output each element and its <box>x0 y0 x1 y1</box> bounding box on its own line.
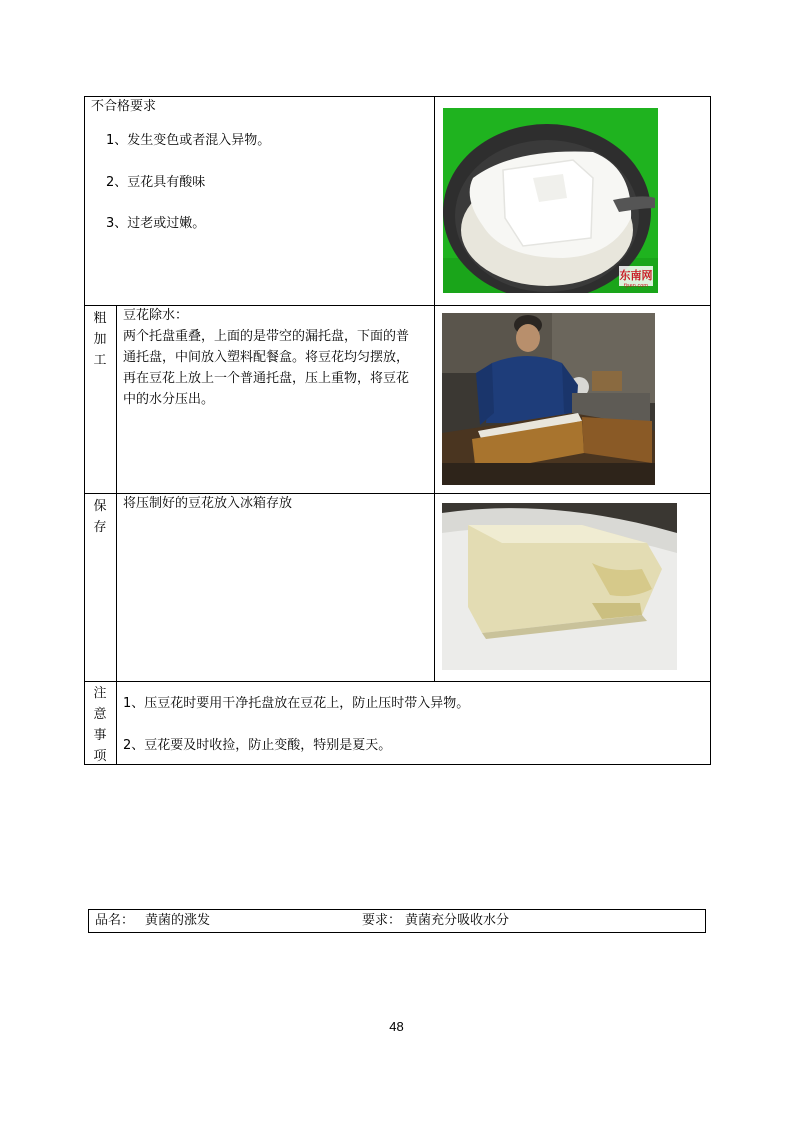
table-row-divider <box>84 681 711 682</box>
row-label-char: 保 <box>93 499 107 514</box>
row-label-char: 粗 <box>93 311 107 326</box>
item-requirement-value: 黄菌充分吸收水分 <box>405 913 510 928</box>
process-line: 再在豆花上放上一个普通托盘，压上重物，将豆花 <box>123 371 410 386</box>
row-label-char: 存 <box>93 520 107 535</box>
process-title: 豆花除水： <box>123 308 189 323</box>
photo-watermark-sub: fjsen.com <box>623 283 649 289</box>
item-name-value: 黄菌的涨发 <box>145 913 211 928</box>
image-column-divider <box>434 96 435 681</box>
note-item: 2、豆花要及时收捡，防止变酸，特别是夏天。 <box>123 738 392 753</box>
page-number: 48 <box>389 1019 404 1034</box>
reject-criteria-item: 3、过老或过嫩。 <box>106 216 206 231</box>
process-line: 通托盘，中间放入塑料配餐盒。将豆花均匀摆放， <box>123 350 410 365</box>
table-border-left <box>84 96 85 765</box>
reject-criteria-item: 2、豆花具有酸味 <box>106 175 206 190</box>
process-line: 两个托盘重叠，上面的是带空的漏托盘，下面的普 <box>123 329 410 344</box>
row-label-char: 事 <box>93 728 107 743</box>
item-name-label: 品名： <box>95 913 135 928</box>
item-requirement-label: 要求： <box>362 913 402 928</box>
storage-text: 将压制好的豆花放入冰箱存放 <box>123 496 293 511</box>
row-label-char: 加 <box>93 332 107 347</box>
tofu-pressing-photo <box>442 313 655 485</box>
note-item: 1、压豆花时要用干净托盘放在豆花上，防止压时带入异物。 <box>123 696 470 711</box>
row-label-char: 工 <box>93 353 107 368</box>
photo-watermark: 东南网 <box>619 269 653 282</box>
table-border-top <box>84 96 711 97</box>
row-label-storage <box>85 496 115 538</box>
row-label-char: 注 <box>93 686 107 701</box>
label-column-divider <box>116 305 117 765</box>
pressed-tofu-photo <box>442 503 677 670</box>
soft-tofu-bowl-photo <box>443 108 658 293</box>
table-border-right <box>710 96 711 765</box>
row-label-rough-processing <box>85 308 115 371</box>
reject-criteria-item: 1、发生变色或者混入异物。 <box>106 133 271 148</box>
table-border-bottom <box>84 764 711 765</box>
row-label-notes <box>85 683 115 767</box>
row-label-char: 意 <box>93 707 107 722</box>
row-label-char: 项 <box>93 749 107 764</box>
reject-criteria-heading: 不合格要求 <box>91 99 157 114</box>
process-line: 中的水分压出。 <box>123 392 215 407</box>
